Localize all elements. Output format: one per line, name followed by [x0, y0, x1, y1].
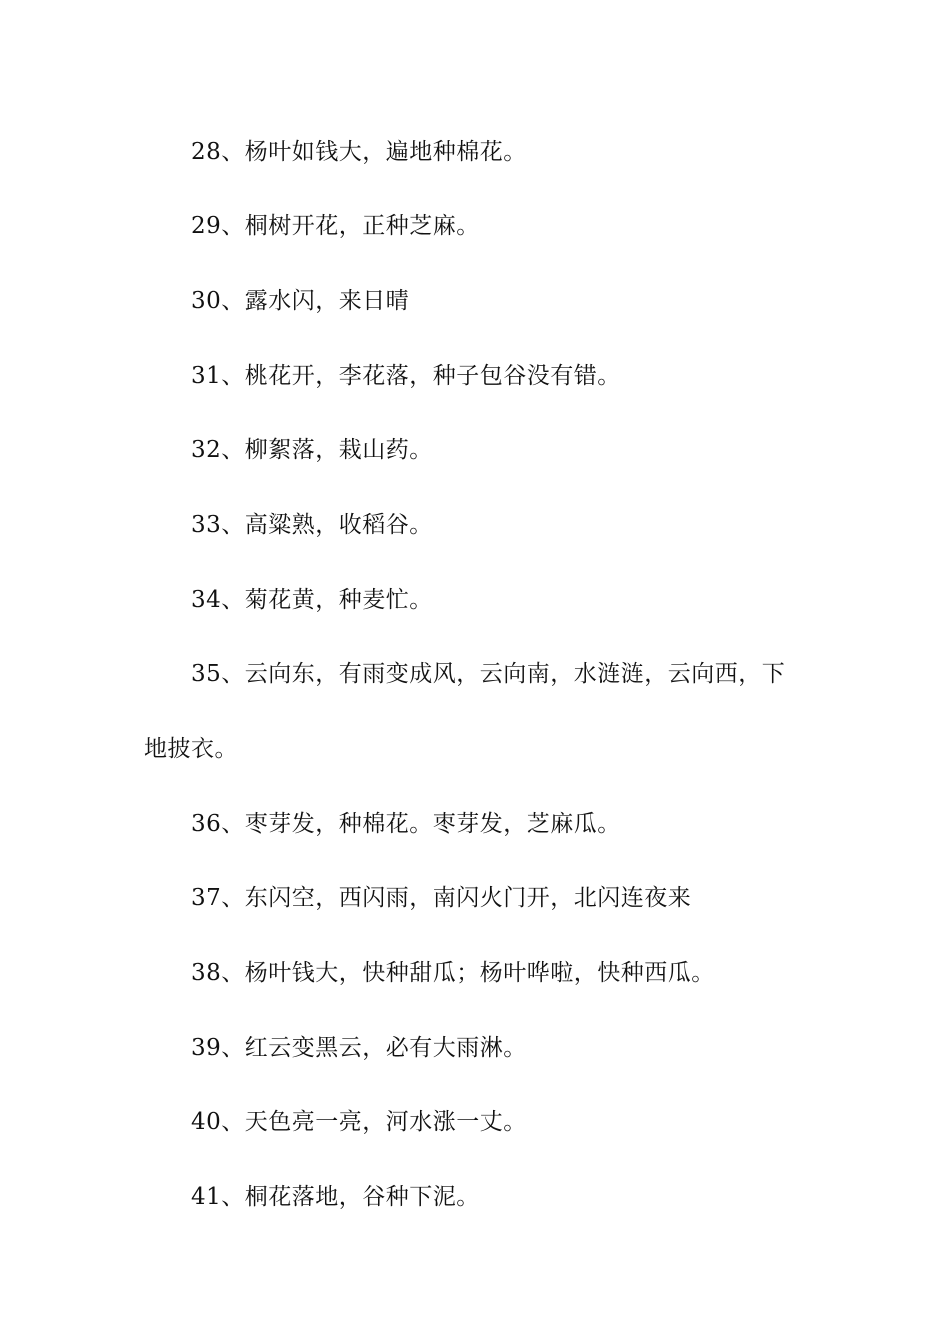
proverb-line-40: 40、天色亮一亮，河水涨一丈。: [191, 1109, 527, 1135]
proverb-line-29: 29、桐树开花，正种芝麻。: [191, 213, 480, 239]
proverb-line-33: 33、高粱熟，收稻谷。: [191, 512, 433, 538]
proverb-line-30: 30、露水闪，来日晴: [191, 288, 410, 314]
proverb-line-37: 37、东闪空，西闪雨，南闪火门开，北闪连夜来: [191, 885, 692, 911]
proverb-line-36: 36、枣芽发，种棉花。枣芽发，芝麻瓜。: [191, 811, 621, 837]
proverb-line-39: 39、红云变黑云，必有大雨淋。: [191, 1035, 527, 1061]
proverb-line-31: 31、桃花开，李花落，种子包谷没有错。: [191, 363, 621, 389]
proverb-line-41: 41、桐花落地，谷种下泥。: [191, 1184, 480, 1210]
proverb-line-28: 28、杨叶如钱大，遍地种棉花。: [191, 139, 527, 165]
proverb-line-35: 35、云向东，有雨变成风，云向南，水涟涟，云向西，下: [191, 661, 786, 687]
proverb-line-32: 32、柳絮落，栽山药。: [191, 437, 433, 463]
proverb-line-34: 34、菊花黄，种麦忙。: [191, 587, 433, 613]
proverb-line-35-continuation: 地披衣。: [144, 736, 238, 762]
proverb-line-38: 38、杨叶钱大，快种甜瓜；杨叶哗啦，快种西瓜。: [191, 960, 715, 986]
